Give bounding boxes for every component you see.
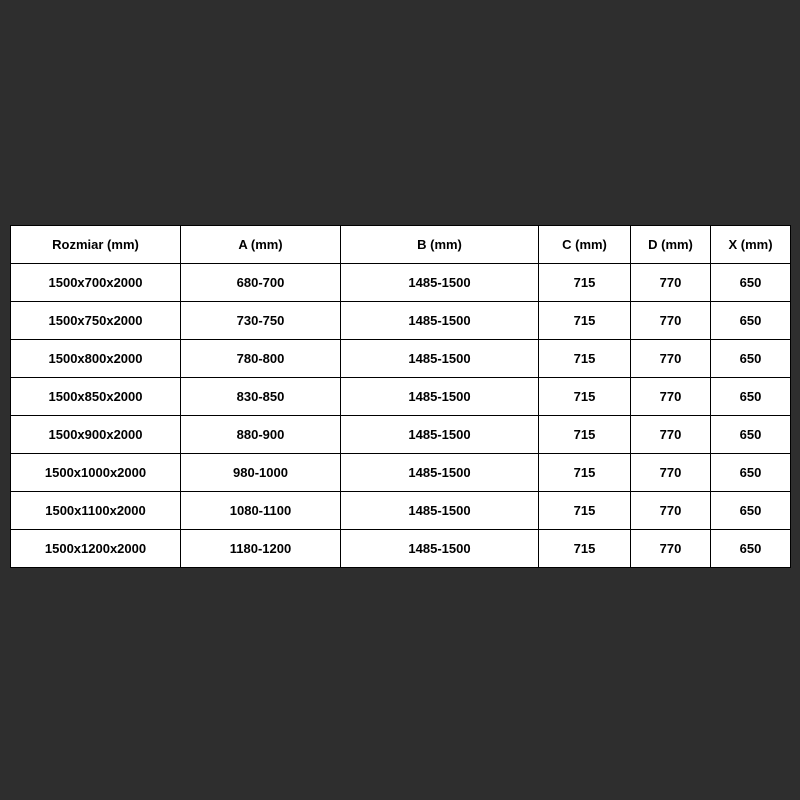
column-header-d: D (mm) bbox=[631, 226, 711, 264]
cell-c: 715 bbox=[539, 264, 631, 302]
cell-d: 770 bbox=[631, 492, 711, 530]
cell-a: 980-1000 bbox=[181, 454, 341, 492]
table-header bbox=[11, 226, 791, 264]
cell-a: 780-800 bbox=[181, 340, 341, 378]
cell-b: 1485-1500 bbox=[341, 378, 539, 416]
cell-d: 770 bbox=[631, 416, 711, 454]
cell-rozmiar: 1500x850x2000 bbox=[11, 378, 181, 416]
cell-c: 715 bbox=[539, 416, 631, 454]
table-row bbox=[11, 492, 791, 530]
cell-b: 1485-1500 bbox=[341, 530, 539, 568]
cell-x: 650 bbox=[711, 340, 791, 378]
cell-rozmiar: 1500x700x2000 bbox=[11, 264, 181, 302]
table-row bbox=[11, 340, 791, 378]
table-header-row bbox=[11, 226, 791, 264]
cell-rozmiar: 1500x750x2000 bbox=[11, 302, 181, 340]
size-table-container bbox=[10, 225, 790, 568]
cell-a: 730-750 bbox=[181, 302, 341, 340]
cell-b: 1485-1500 bbox=[341, 264, 539, 302]
cell-rozmiar: 1500x800x2000 bbox=[11, 340, 181, 378]
cell-c: 715 bbox=[539, 378, 631, 416]
column-header-rozmiar: Rozmiar (mm) bbox=[11, 226, 181, 264]
cell-a: 680-700 bbox=[181, 264, 341, 302]
column-header-b: B (mm) bbox=[341, 226, 539, 264]
cell-x: 650 bbox=[711, 416, 791, 454]
cell-b: 1485-1500 bbox=[341, 416, 539, 454]
cell-d: 770 bbox=[631, 454, 711, 492]
cell-rozmiar: 1500x900x2000 bbox=[11, 416, 181, 454]
table-row bbox=[11, 302, 791, 340]
table-row bbox=[11, 454, 791, 492]
cell-c: 715 bbox=[539, 302, 631, 340]
cell-c: 715 bbox=[539, 492, 631, 530]
cell-c: 715 bbox=[539, 340, 631, 378]
cell-b: 1485-1500 bbox=[341, 302, 539, 340]
cell-a: 1080-1100 bbox=[181, 492, 341, 530]
cell-d: 770 bbox=[631, 264, 711, 302]
cell-c: 715 bbox=[539, 530, 631, 568]
cell-x: 650 bbox=[711, 492, 791, 530]
cell-a: 1180-1200 bbox=[181, 530, 341, 568]
cell-rozmiar: 1500x1100x2000 bbox=[11, 492, 181, 530]
column-header-a: A (mm) bbox=[181, 226, 341, 264]
cell-x: 650 bbox=[711, 530, 791, 568]
table-body bbox=[11, 264, 791, 568]
cell-b: 1485-1500 bbox=[341, 454, 539, 492]
table-row bbox=[11, 416, 791, 454]
cell-rozmiar: 1500x1000x2000 bbox=[11, 454, 181, 492]
table-row bbox=[11, 530, 791, 568]
cell-d: 770 bbox=[631, 302, 711, 340]
cell-d: 770 bbox=[631, 530, 711, 568]
cell-x: 650 bbox=[711, 454, 791, 492]
cell-rozmiar: 1500x1200x2000 bbox=[11, 530, 181, 568]
column-header-x: X (mm) bbox=[711, 226, 791, 264]
cell-a: 830-850 bbox=[181, 378, 341, 416]
cell-c: 715 bbox=[539, 454, 631, 492]
cell-d: 770 bbox=[631, 340, 711, 378]
table-row bbox=[11, 264, 791, 302]
cell-a: 880-900 bbox=[181, 416, 341, 454]
cell-x: 650 bbox=[711, 264, 791, 302]
table-row bbox=[11, 378, 791, 416]
cell-b: 1485-1500 bbox=[341, 492, 539, 530]
size-table bbox=[10, 225, 791, 568]
column-header-c: C (mm) bbox=[539, 226, 631, 264]
cell-b: 1485-1500 bbox=[341, 340, 539, 378]
cell-x: 650 bbox=[711, 302, 791, 340]
cell-x: 650 bbox=[711, 378, 791, 416]
cell-d: 770 bbox=[631, 378, 711, 416]
